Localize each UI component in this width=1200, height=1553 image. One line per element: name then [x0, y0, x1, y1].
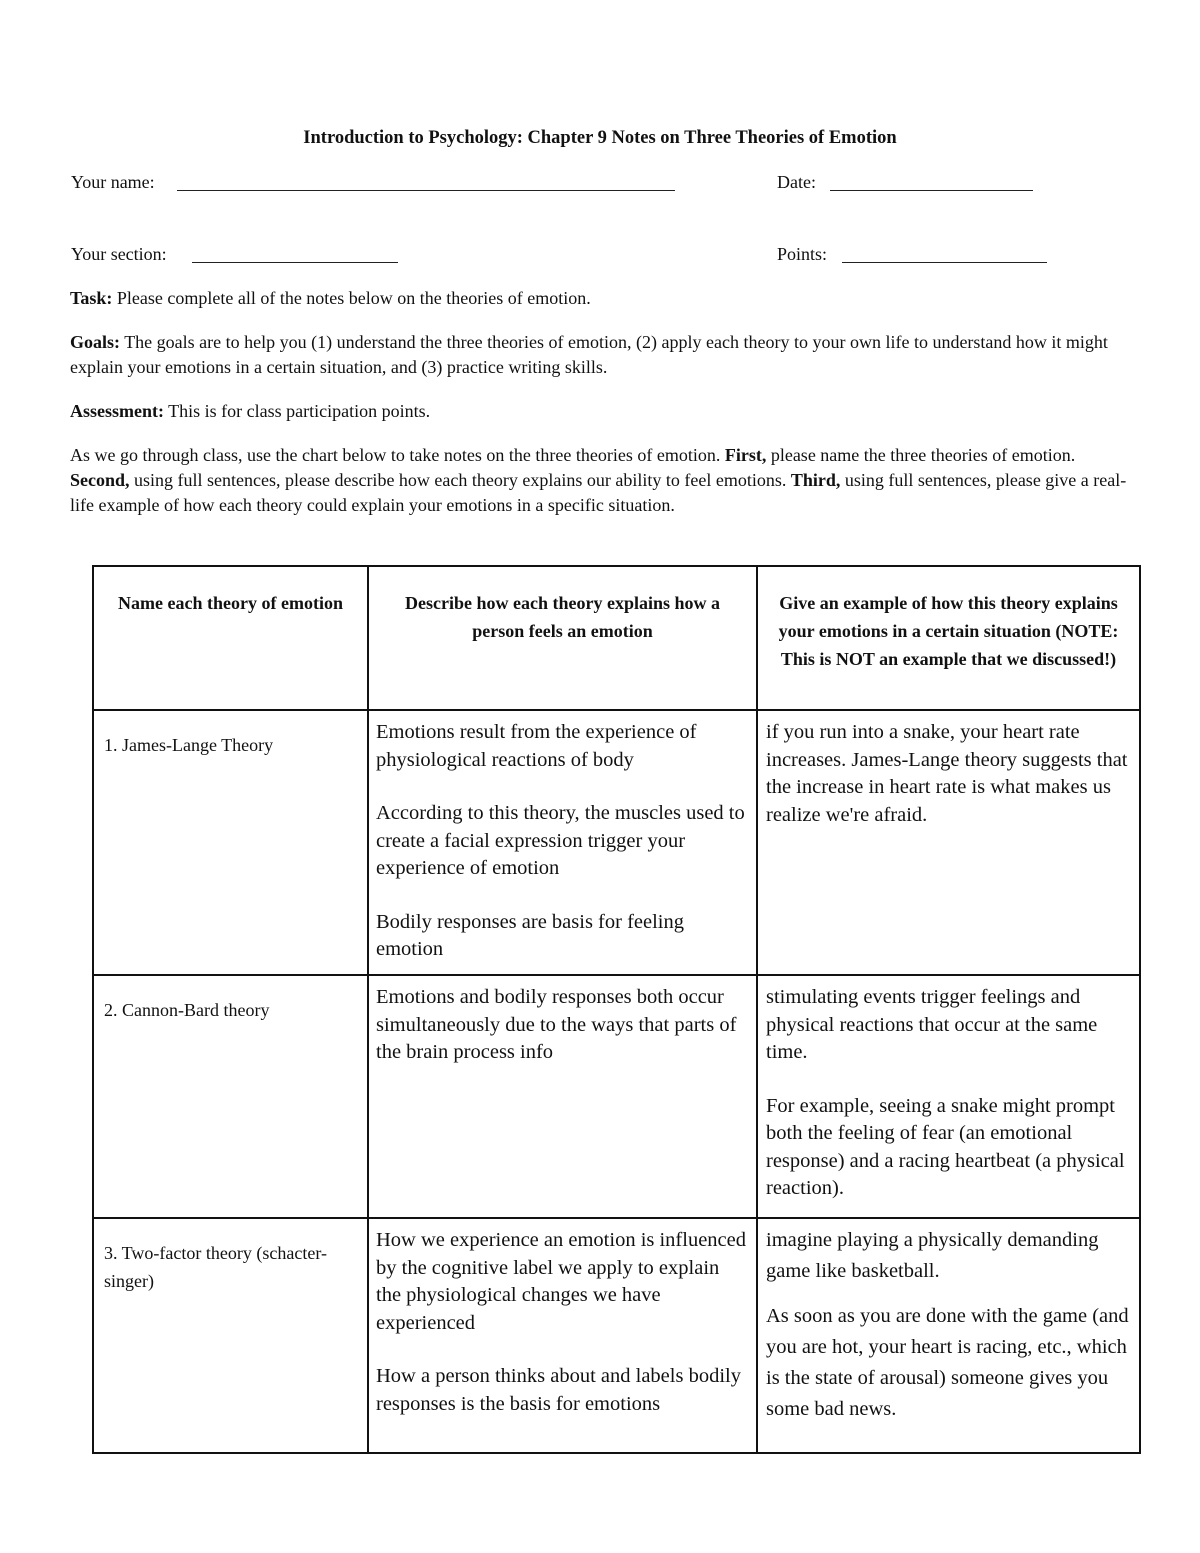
assessment-paragraph — [70, 399, 1130, 424]
theory-name: 3. Two-factor theory (schacter-singer) — [93, 1218, 368, 1453]
page-title: Introduction to Psychology: Chapter 9 Notes on Three Theories of Emotion — [303, 128, 897, 148]
example-text: stimulating events trigger feelings and physical reactions that occur at the same time. — [766, 986, 1098, 1063]
section-field[interactable] — [192, 262, 398, 263]
instructions-text: please name the three theories of emotion. — [766, 445, 1076, 465]
description-text: According to this theory, the muscles used to create a facial expression trigger your experience of emotion — [376, 802, 745, 879]
table-row — [93, 1218, 1140, 1453]
goals-paragraph — [70, 330, 1130, 380]
task-text: Please complete all of the notes below on the theories of emotion. — [112, 288, 591, 308]
theory-name: 2. Cannon-Bard theory — [93, 975, 368, 1218]
table-row — [93, 975, 1140, 1218]
description-text: How we experience an emotion is influenced by the cognitive label we apply to explain the physiological changes we have experienced — [376, 1229, 747, 1334]
name-label: Your name: — [71, 172, 155, 192]
third-label: Third, — [790, 470, 841, 490]
description-text: Bodily responses are basis for feeling emotion — [376, 910, 684, 960]
goals-label: Goals: — [70, 332, 121, 352]
points-field[interactable] — [842, 262, 1047, 263]
theory-description — [368, 710, 757, 975]
assessment-label: Assessment: — [70, 401, 164, 421]
header-example: Give an example of how this theory explains your emotions in a certain situation (NOTE: This is NOT an example that we discussed!) — [757, 566, 1140, 710]
task-label: Task: — [70, 288, 113, 308]
theory-example — [757, 710, 1140, 975]
table-row — [93, 710, 1140, 975]
description-text: Emotions and bodily responses both occur simultaneously due to the ways that parts of the brain process info — [376, 986, 737, 1063]
points-label: Points: — [777, 244, 828, 264]
theory-example — [757, 1218, 1140, 1453]
instructions-text: using full sentences, please describe how each theory explains our ability to feel emotions. — [129, 470, 791, 490]
instructions-text: As we go through class, use the chart below to take notes on the three theories of emotion. — [70, 445, 725, 465]
name-field[interactable] — [177, 190, 675, 191]
description-text: Emotions result from the experience of physiological reactions of body — [376, 721, 697, 771]
section-label: Your section: — [71, 244, 167, 264]
goals-text: The goals are to help you (1) understand the three theories of emotion, (2) apply each theory to your own life to understand how it might explain your emotions in a certain situation, and (3) practice writing skills. — [70, 332, 1108, 377]
date-label: Date: — [777, 172, 816, 192]
instructions-text: using full sentences, please give a real-life example of how each theory could explain your emotions in a specific situation. — [70, 470, 1127, 515]
example-text: As soon as you are done with the game (and you are hot, your heart is racing, etc., which is the state of arousal) someone gives you some bad news. — [766, 1305, 1129, 1420]
first-label: First, — [724, 445, 767, 465]
theory-description — [368, 975, 757, 1218]
theory-example — [757, 975, 1140, 1218]
example-text: if you run into a snake, your heart rate increases. James-Lange theory suggests that the increase in heart rate is what makes us realize we're afraid. — [766, 721, 1128, 826]
theories-table — [92, 565, 1141, 1454]
theory-name: 1. James-Lange Theory — [93, 710, 368, 975]
instructions-paragraph — [70, 443, 1130, 518]
date-field[interactable] — [830, 190, 1033, 191]
theory-description — [368, 1218, 757, 1453]
example-text: imagine playing a physically demanding game like basketball. — [766, 1229, 1099, 1282]
table-header-row — [93, 566, 1140, 710]
second-label: Second, — [70, 470, 130, 490]
description-text: How a person thinks about and labels bodily responses is the basis for emotions — [376, 1365, 741, 1415]
header-describe: Describe how each theory explains how a person feels an emotion — [368, 566, 757, 710]
example-text: For example, seeing a snake might prompt both the feeling of fear (an emotional response) and a racing heartbeat (a physical reaction). — [766, 1094, 1125, 1199]
task-paragraph — [70, 286, 1130, 311]
header-name: Name each theory of emotion — [93, 566, 368, 710]
assessment-text: This is for class participation points. — [164, 401, 431, 421]
